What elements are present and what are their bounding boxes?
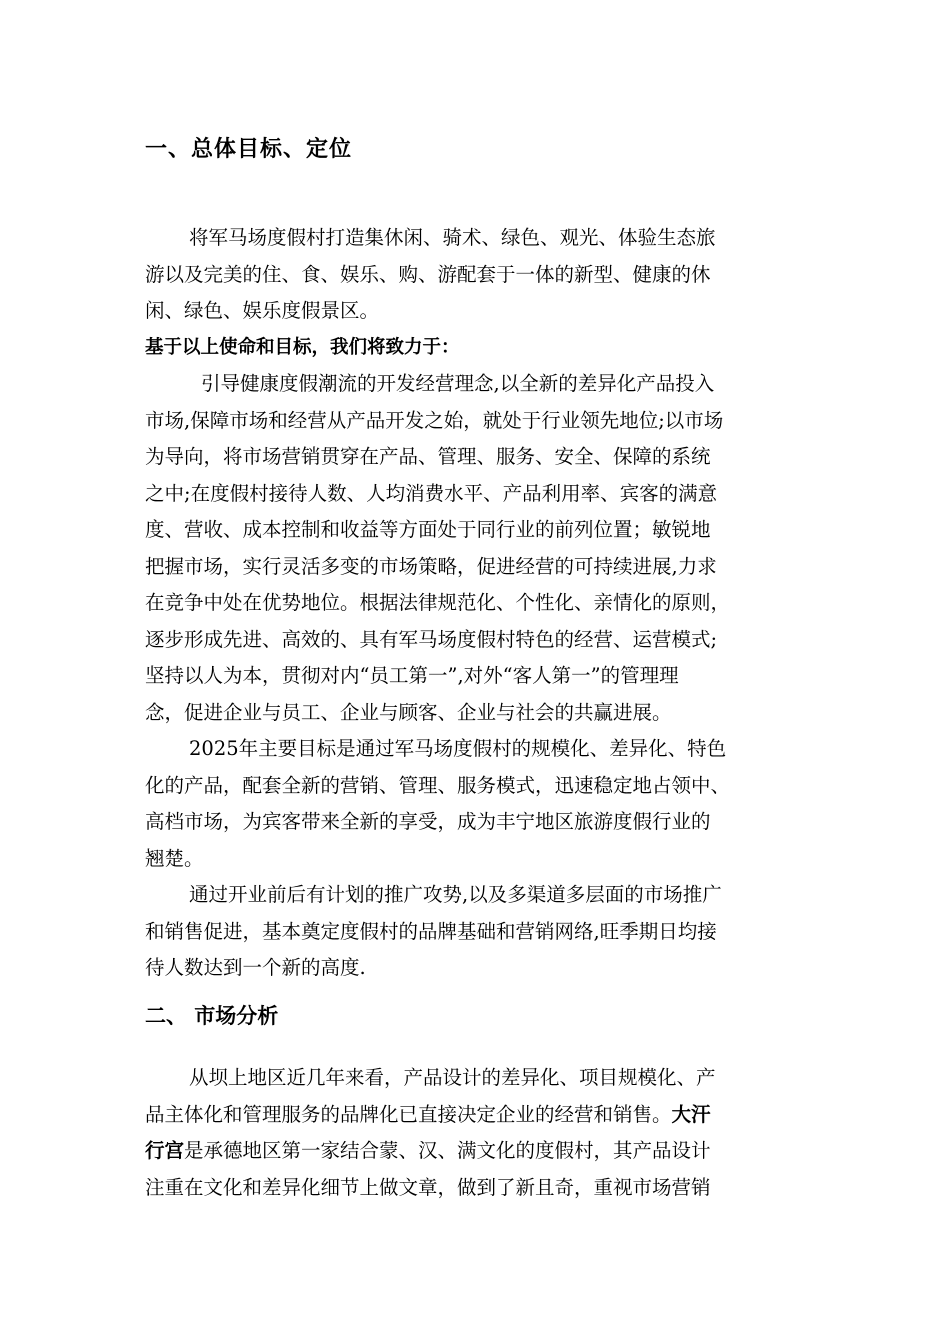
text-line: 高档市场，为宾客带来全新的享受，成为丰宁地区旅游度假行业的 [145, 810, 711, 833]
text-line: 从坝上地区近几年来看，产品设计的差异化、项目规模化、产 [189, 1066, 716, 1089]
text-line: 通过开业前后有计划的推广攻势,以及多渠道多层面的市场推广 [189, 883, 722, 906]
bold-term: 行宫 [145, 1139, 185, 1162]
text-line: 市场,保障市场和经营从产品开发之始，就处于行业领先地位;以市场 [145, 408, 724, 432]
text-line: 和销售促进，基本奠定度假村的品牌基础和营销网络,旺季期日均接 [145, 919, 717, 943]
text-line: 在竞争中处在优势地位。根据法律规范化、个性化、亲情化的原则， [145, 591, 731, 614]
text-line [145, 1097, 813, 1134]
text-line: 把握市场，实行灵活多变的市场策略，促进经营的可持续进展,力求 [145, 554, 717, 578]
bold-term: 大汗 [671, 1102, 711, 1126]
text-line: 逐步形成先进、高效的、具有军马场度假村特色的经营、运营模式; [145, 627, 718, 651]
text-line: 引导健康度假潮流的开发经营理念,以全新的差异化产品投入 [201, 372, 715, 395]
text-line: 翘楚。 [145, 846, 204, 870]
text-line: 注重在文化和差异化细节上做文章，做到了新且奇，重视市场营销 [145, 1175, 711, 1199]
section-heading-2: 二、 市场分析 [145, 1004, 279, 1028]
text-line: 闲、绿色、娱乐度假景区。 [145, 299, 380, 322]
text-line [145, 1133, 813, 1170]
text-line: 度、营收、成本控制和收益等方面处于同行业的前列位置；敏锐地 [145, 518, 711, 541]
text-line: 之中;在度假村接待人数、人均消费水平、产品利用率、宾客的满意 [145, 481, 718, 505]
text-line: 待人数达到一个新的高度. [145, 956, 366, 979]
paragraph-positioning [145, 220, 813, 987]
paragraph-market-analysis [145, 1060, 813, 1206]
text-line: 化的产品，配套全新的营销、管理、服务模式，迅速稳定地占领中、 [145, 773, 731, 797]
text-line: 2025年主要目标是通过军马场度假村的规模化、差异化、特色 [189, 737, 727, 760]
section-heading-1: 一、总体目标、定位 [145, 137, 353, 162]
text-line: 为导向，将市场营销贯穿在产品、管理、服务、安全、保障的系统 [145, 445, 711, 468]
text-segment: 是承德地区第一家结合蒙、汉、满文化的度假村，其产品设计 [184, 1139, 711, 1162]
text-line: 将军马场度假村打造集休闲、骑术、绿色、观光、体验生态旅 [189, 226, 716, 249]
text-line: 游以及完美的住、食、娱乐、购、游配套于一体的新型、健康的休 [145, 262, 711, 286]
text-line: 念，促进企业与员工、企业与顾客、企业与社会的共赢进展。 [145, 700, 672, 724]
text-line: 坚持以人为本，贯彻对内“员工第一”,对外“客人第一”的管理理 [145, 664, 679, 687]
bold-lead-line: 基于以上使命和目标，我们将致力于： [145, 336, 460, 358]
text-segment: 品主体化和管理服务的品牌化已直接决定企业的经营和销售。 [145, 1102, 672, 1126]
